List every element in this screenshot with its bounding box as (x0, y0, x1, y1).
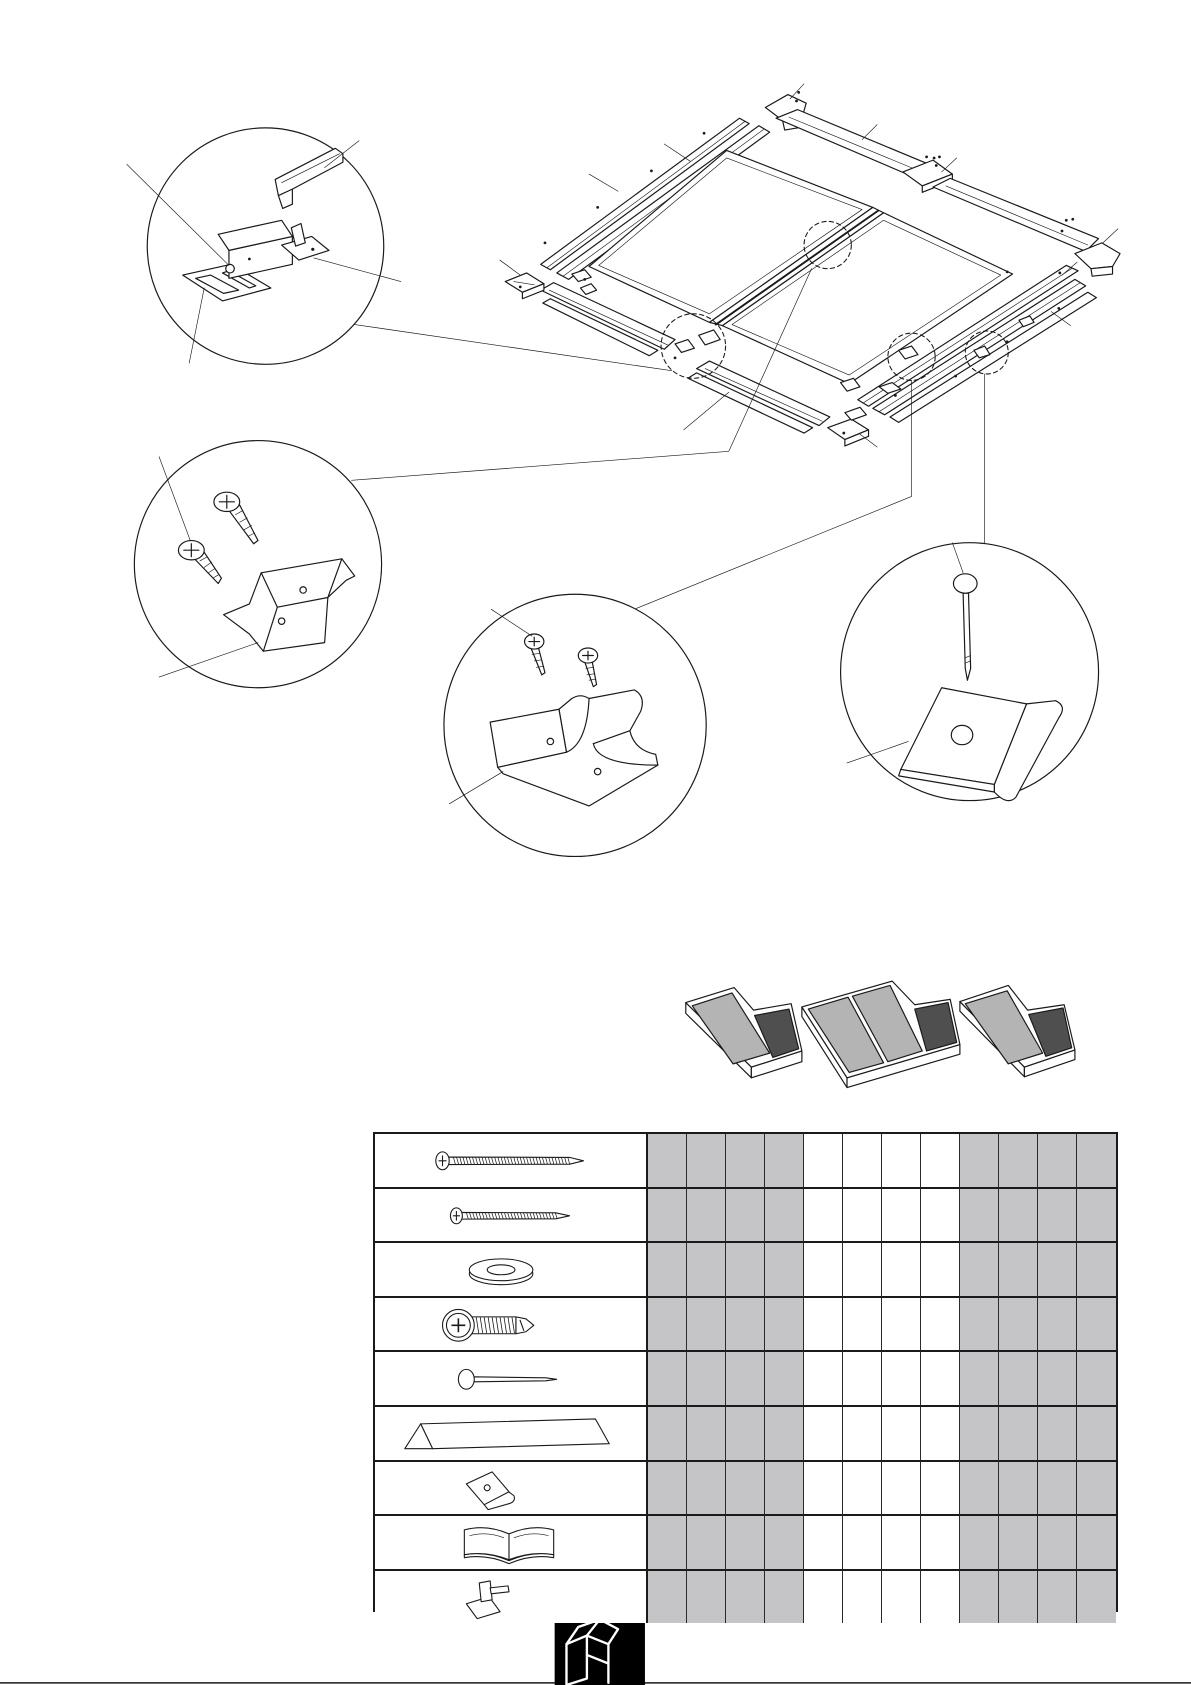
wedge-strip-icon (375, 1407, 646, 1460)
quantity-cell (1038, 1134, 1077, 1189)
quantity-cell (648, 1189, 687, 1244)
quantity-cell (687, 1571, 726, 1624)
single-glass-panel-config-icon (960, 985, 1075, 1076)
quantity-cell (999, 1516, 1038, 1571)
leader-line-detail-1 (355, 325, 672, 371)
label-tick (862, 125, 877, 140)
quantity-cell (765, 1407, 804, 1462)
part-icon-cell (375, 1462, 648, 1517)
corner-clip-icon (375, 1571, 646, 1624)
quantity-cell (726, 1571, 765, 1624)
quantity-cell (882, 1407, 921, 1462)
quantity-cell (882, 1352, 921, 1407)
quantity-cell (1038, 1407, 1077, 1462)
quantity-cell (804, 1298, 843, 1353)
u-bracket-with-screws-icon (444, 594, 706, 856)
part-icon-cell (375, 1352, 648, 1407)
panel-clip (675, 340, 694, 353)
part-icon-cell (375, 1243, 648, 1298)
quantity-cell (843, 1189, 882, 1244)
quantity-cell (687, 1189, 726, 1244)
quantity-cell (1077, 1298, 1116, 1353)
quantity-cell (804, 1407, 843, 1462)
quantity-cell (843, 1243, 882, 1298)
label-tick (684, 392, 729, 430)
quantity-cell (1038, 1189, 1077, 1244)
quantity-cell (648, 1134, 687, 1189)
quantity-cell (1077, 1352, 1116, 1407)
quantity-cell (960, 1571, 999, 1624)
quantity-cell (960, 1462, 999, 1517)
quantity-cell (843, 1134, 882, 1189)
quantity-cell (843, 1407, 882, 1462)
quantity-cell (1077, 1571, 1116, 1624)
quantity-cell (726, 1243, 765, 1298)
quantity-cell (726, 1407, 765, 1462)
part-icon-cell (375, 1189, 648, 1244)
nail-with-tab-clip-icon (841, 543, 1099, 801)
quantity-cell (765, 1298, 804, 1353)
quantity-cell (687, 1298, 726, 1353)
bolt-icon (226, 264, 235, 273)
quantity-cell (687, 1516, 726, 1571)
quantity-cell (765, 1462, 804, 1517)
quantity-cell (765, 1352, 804, 1407)
quantity-cell (804, 1352, 843, 1407)
quantity-cell (882, 1462, 921, 1517)
quantity-cell (843, 1516, 882, 1571)
frame-connector-detail-icon (127, 128, 401, 364)
instruction-booklet-icon (375, 1516, 646, 1569)
quantity-cell (1077, 1516, 1116, 1571)
quantity-cell (687, 1462, 726, 1517)
quantity-cell (648, 1462, 687, 1517)
quantity-cell (921, 1298, 960, 1353)
quantity-cell (726, 1462, 765, 1517)
double-glass-panel-config-icon (802, 981, 960, 1087)
quantity-cell (999, 1407, 1038, 1462)
quantity-cell (687, 1407, 726, 1462)
quantity-cell (921, 1571, 960, 1624)
quantity-cell (843, 1298, 882, 1353)
quantity-cell (648, 1243, 687, 1298)
tab-clip-icon (375, 1462, 646, 1515)
quantity-cell (1077, 1407, 1116, 1462)
quantity-cell (687, 1352, 726, 1407)
quantity-cell (999, 1134, 1038, 1189)
quantity-cell (960, 1134, 999, 1189)
quantity-cell (1077, 1134, 1116, 1189)
quantity-cell (726, 1298, 765, 1353)
quantity-cell (648, 1407, 687, 1462)
quantity-cell (804, 1243, 843, 1298)
panel-clip (580, 284, 596, 295)
quantity-cell (921, 1189, 960, 1244)
quantity-cell (1077, 1243, 1116, 1298)
quantity-cell (804, 1462, 843, 1517)
single-glass-panel-config-icon (686, 988, 802, 1078)
quantity-cell (999, 1298, 1038, 1353)
quantity-cell (726, 1134, 765, 1189)
medium-screw-icon (375, 1189, 646, 1242)
label-tick (790, 84, 804, 99)
label-tick (589, 174, 618, 191)
quantity-cell (765, 1571, 804, 1624)
quantity-cell (1038, 1298, 1077, 1353)
part-icon-cell (375, 1298, 648, 1353)
box-logo-icon (555, 1614, 645, 1685)
quantity-cell (882, 1516, 921, 1571)
parts-table (373, 1132, 1118, 1612)
quantity-cell (843, 1352, 882, 1407)
quantity-cell (999, 1571, 1038, 1624)
quantity-cell (999, 1352, 1038, 1407)
quantity-cell (1077, 1189, 1116, 1244)
top-eave-bar (776, 110, 926, 179)
quantity-cell (921, 1462, 960, 1517)
quantity-cell (804, 1571, 843, 1624)
quantity-cell (648, 1571, 687, 1624)
quantity-cell (1077, 1462, 1116, 1517)
quantity-cell (882, 1189, 921, 1244)
panel-clip (699, 330, 720, 345)
quantity-cell (726, 1516, 765, 1571)
quantity-cell (1038, 1462, 1077, 1517)
quantity-cell (1038, 1571, 1077, 1624)
quantity-cell (960, 1189, 999, 1244)
quantity-cell (765, 1516, 804, 1571)
quantity-cell (999, 1243, 1038, 1298)
part-icon-cell (375, 1134, 648, 1189)
quantity-cell (687, 1134, 726, 1189)
label-tick (1103, 229, 1118, 243)
nail-icon (375, 1352, 646, 1405)
washer-icon (375, 1243, 646, 1296)
quantity-cell (843, 1462, 882, 1517)
quantity-cell (1038, 1243, 1077, 1298)
part-icon-cell (375, 1407, 648, 1462)
quantity-cell (726, 1352, 765, 1407)
part-icon-cell (375, 1516, 648, 1571)
quantity-cell (648, 1352, 687, 1407)
quantity-cell (882, 1134, 921, 1189)
quantity-cell (921, 1516, 960, 1571)
quantity-cell (999, 1462, 1038, 1517)
quantity-cell (921, 1243, 960, 1298)
quantity-cell (960, 1298, 999, 1353)
quantity-cell (804, 1134, 843, 1189)
quantity-cell (765, 1189, 804, 1244)
self-drilling-screw-icon (375, 1298, 646, 1351)
lean-to-roof-exploded-view-icon (500, 84, 1120, 447)
quantity-cell (804, 1516, 843, 1571)
part-icon-cell (375, 1571, 648, 1624)
long-screw-icon (375, 1134, 646, 1187)
label-tick (664, 144, 690, 161)
quantity-cell (882, 1571, 921, 1624)
quantity-cell (1038, 1516, 1077, 1571)
quantity-cell (960, 1352, 999, 1407)
label-tick (500, 260, 520, 275)
quantity-cell (921, 1352, 960, 1407)
glazing-clip-with-screws-icon (134, 441, 381, 688)
quantity-cell (960, 1407, 999, 1462)
quantity-cell (921, 1134, 960, 1189)
quantity-cell (999, 1189, 1038, 1244)
quantity-cell (882, 1243, 921, 1298)
quantity-cell (1038, 1352, 1077, 1407)
quantity-cell (726, 1189, 765, 1244)
label-tick (942, 158, 957, 172)
quantity-cell (687, 1243, 726, 1298)
quantity-cell (960, 1516, 999, 1571)
quantity-cell (882, 1298, 921, 1353)
quantity-cell (804, 1189, 843, 1244)
quantity-cell (648, 1516, 687, 1571)
quantity-cell (921, 1407, 960, 1462)
quantity-cell (843, 1571, 882, 1624)
quantity-cell (765, 1243, 804, 1298)
quantity-cell (765, 1134, 804, 1189)
quantity-cell (960, 1243, 999, 1298)
quantity-cell (648, 1298, 687, 1353)
